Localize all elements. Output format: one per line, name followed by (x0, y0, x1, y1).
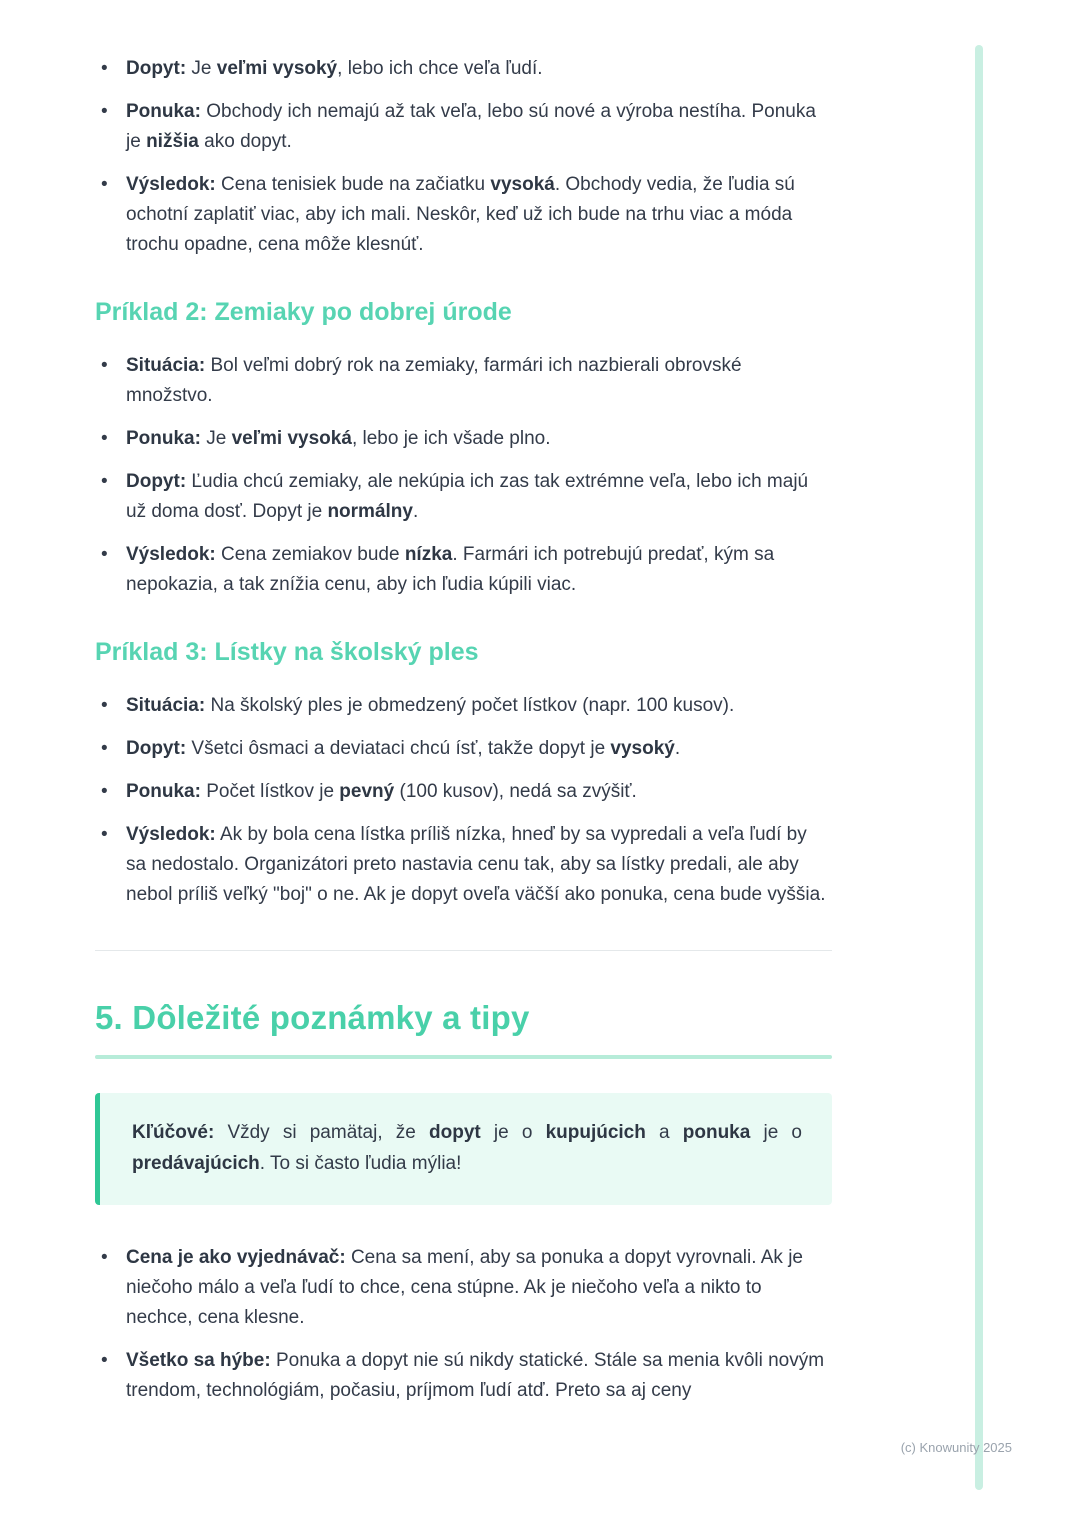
notes-bullet-list (95, 1243, 832, 1406)
bold-text-run: Ponuka: (126, 428, 201, 450)
bold-text-run: Výsledok: (126, 174, 216, 196)
text-run: . To si často ľudia mýlia! (259, 1153, 462, 1175)
text-run: , lebo je ich všade plno. (351, 428, 551, 450)
text-run: Ľudia chcú zemiaky, ale nekúpia ich zas tak extrémne veľa, lebo ich majú už doma dosť. Dopyt je (126, 471, 809, 523)
list-item (95, 777, 832, 807)
list-item (95, 97, 832, 157)
bold-text-run: Výsledok: (126, 824, 216, 846)
bold-text-run: veľmi vysoká (231, 428, 352, 450)
bold-text-run: dopyt (429, 1122, 481, 1144)
example2-bullet-list (95, 351, 832, 600)
list-item (95, 467, 832, 527)
text-run: je o (480, 1122, 546, 1144)
text-run: Cena tenisiek bude na začiatku (215, 174, 491, 196)
bold-text-run: pevný (339, 781, 395, 803)
text-run: . (674, 738, 681, 760)
bold-text-run: Situácia: (126, 695, 206, 717)
bold-text-run: Dopyt: (126, 471, 187, 493)
example3-bullet-list (95, 691, 832, 910)
list-item (95, 424, 832, 454)
section-divider (95, 950, 832, 951)
bold-text-run: Situácia: (126, 355, 206, 377)
text-run: Ak by bola cena lístka príliš nízka, hneď by sa vypredali a veľa ľudí by sa nedostalo. Organizátori preto nastavia cenu tak, aby sa lístky predali, ale aby nebol príliš veľký "boj" o ne. Ak je dopyt oveľa väčší ako ponuka, cena bude vyššia. (126, 824, 826, 906)
list-item (95, 734, 832, 764)
section-heading-priklad-3: Príklad 3: Lístky na školský ples (95, 638, 479, 667)
bold-text-run: Dopyt: (126, 738, 187, 760)
bold-text-run: vysoký (610, 738, 675, 760)
text-run: Je (186, 58, 217, 79)
bold-text-run: vysoká (490, 174, 555, 196)
list-item (95, 1346, 832, 1406)
bold-text-run: predávajúcich (132, 1153, 260, 1175)
list-item (95, 54, 832, 84)
section-heading-priklad-2: Príklad 2: Zemiaky po dobrej úrode (95, 298, 512, 327)
heading-underline (95, 1055, 832, 1059)
text-run: , lebo ich chce veľa ľudí. (337, 58, 543, 79)
text-run: . (412, 501, 419, 523)
watermark: (c) Knowunity 2025 (900, 1440, 1012, 1455)
bold-text-run: Výsledok: (126, 544, 216, 566)
bold-text-run: Ponuka: (126, 101, 201, 123)
page-edge-stripe (975, 45, 983, 1490)
text-run: . Farmári ich potrebujú predať, kým sa nepokazia, a tak znížia cenu, aby ich ľudia kúpili viac. (126, 544, 775, 596)
list-item (95, 691, 832, 721)
text-run: je o (750, 1122, 802, 1144)
text-run: Je (200, 428, 232, 450)
text-run: Vždy si pamätaj, že (214, 1122, 429, 1144)
bold-text-run: Cena je ako vyjednávač: (126, 1246, 346, 1268)
bold-text-run: veľmi vysoký (216, 58, 338, 79)
list-item (95, 820, 832, 910)
bold-text-run: ponuka (682, 1122, 751, 1144)
bold-text-run: nízka (404, 544, 453, 566)
text-run: Bol veľmi dobrý rok na zemiaky, farmári ich nazbierali obrovské množstvo. (126, 355, 742, 407)
list-item (95, 351, 832, 411)
text-run: Cena sa mení, aby sa ponuka a dopyt vyrovnali. Ak je niečoho málo a veľa ľudí to chce, cena stúpne. Ak je niečoho veľa a nikto to nechce, cena klesne. (126, 1246, 803, 1328)
text-run: Na školský ples je obmedzený počet lístkov (napr. 100 kusov). (205, 695, 735, 717)
key-note-callout (95, 1093, 832, 1205)
list-item (95, 170, 832, 260)
key-note-text (132, 1118, 802, 1180)
example1-bullet-list (95, 54, 832, 260)
text-run: (100 kusov), nedá sa zvýšiť. (394, 781, 637, 803)
text-run: Obchody ich nemajú až tak veľa, lebo sú nové a výroba nestíha. Ponuka je (126, 101, 816, 153)
text-run: a (645, 1122, 683, 1144)
text-run: Všetci ôsmaci a deviataci chcú ísť, takže dopyt je (186, 738, 611, 760)
text-run: Ponuka a dopyt nie sú nikdy statické. Stále sa menia kvôli novým trendom, technológiám, počasiu, príjmom ľudí atď. Preto sa aj ceny (126, 1349, 825, 1401)
bold-text-run: normálny (327, 501, 413, 523)
bold-text-run: Ponuka: (126, 781, 201, 803)
bold-text-run: Všetko sa hýbe: (126, 1349, 271, 1371)
bold-text-run: Kľúčové: (132, 1122, 215, 1144)
text-run: Cena zemiakov bude (215, 544, 405, 566)
bold-text-run: Dopyt: (126, 58, 187, 79)
bold-text-run: kupujúcich (545, 1122, 646, 1144)
document-content (95, 54, 832, 1419)
bold-text-run: nižšia (146, 131, 199, 153)
notes-section-heading: 5. Dôležité poznámky a tipy (95, 999, 530, 1037)
list-item (95, 1243, 832, 1333)
list-item (95, 540, 832, 600)
text-run: . Obchody vedia, že ľudia sú ochotní zaplatiť viac, aby ich mali. Neskôr, keď už ich bude na trhu viac a móda trochu opadne, cena môže klesnúť. (126, 174, 795, 256)
text-run: ako dopyt. (198, 131, 292, 153)
text-run: Počet lístkov je (200, 781, 340, 803)
